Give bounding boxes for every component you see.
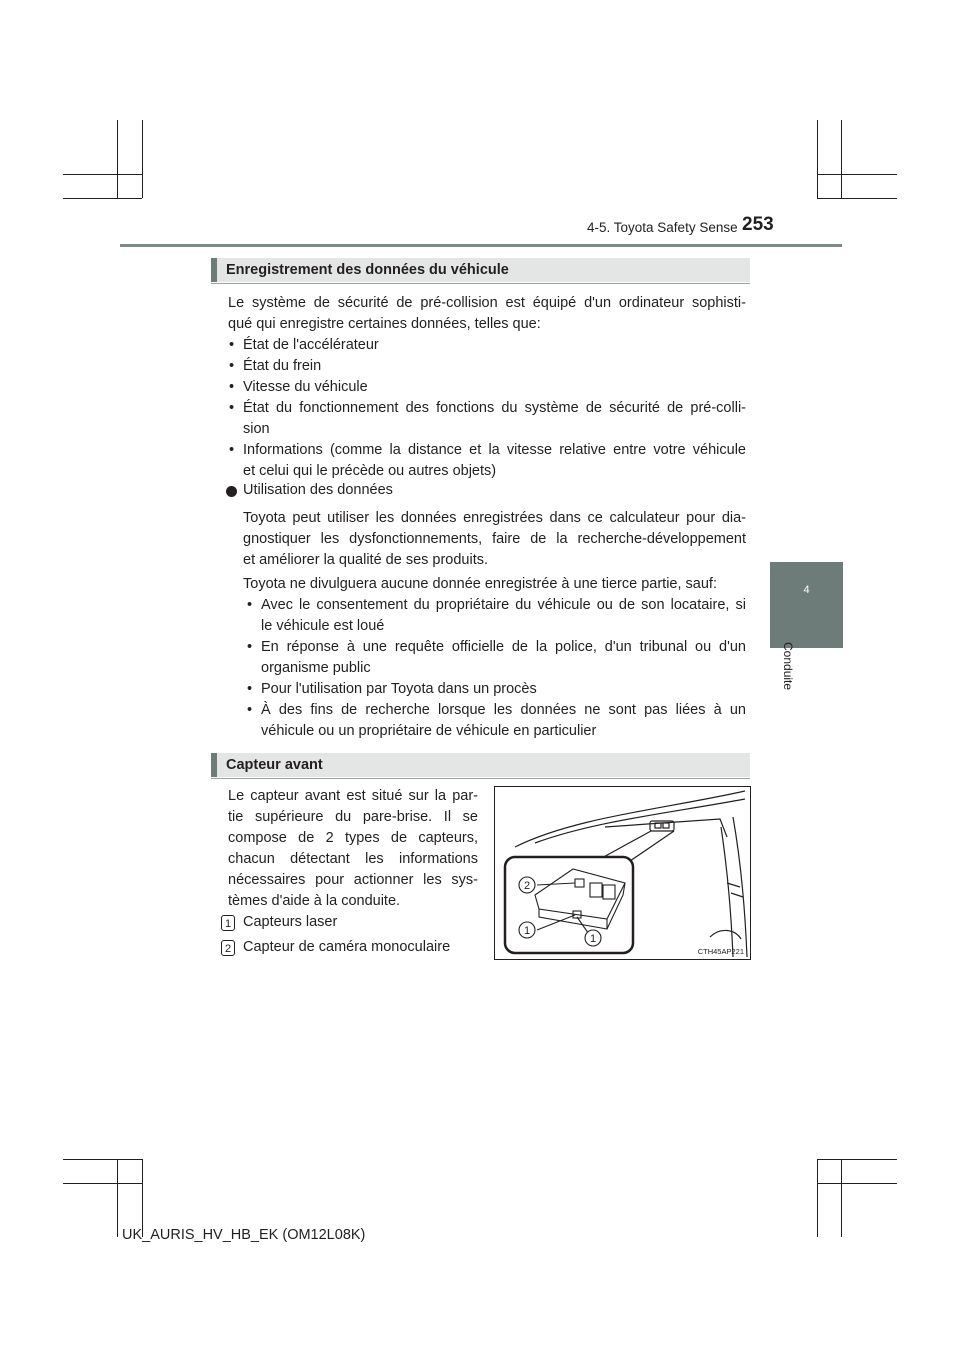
crop-mark [817, 120, 818, 198]
crop-mark [142, 1159, 143, 1237]
crop-mark [817, 198, 897, 199]
chapter-label: Conduite [781, 642, 795, 691]
usage-paragraph-line: et améliorer la qualité de ses produits. [243, 552, 489, 568]
list-item-continuation: et celui qui le précède ou autres objets) [243, 463, 497, 479]
header-rule [120, 244, 842, 247]
list-item: • État de l'accélérateur [229, 337, 379, 353]
sensor-text-line: chacun détectant les informations [228, 851, 478, 867]
exception-item-continuation: organisme public [261, 660, 371, 676]
document-id: UK_AURIS_HV_HB_EK (OM12L08K) [122, 1227, 366, 1243]
intro-line: Le système de sécurité de pré-collision est équipé d'un ordinateur sophisti- [228, 295, 746, 311]
list-item: • Informations (comme la distance et la vitesse relative entre votre véhicule [229, 442, 746, 458]
exception-item: • À des fins de recherche lorsque les données ne sont pas liées à un [247, 702, 746, 718]
sensor-text-line: nécessaires pour actionner les sys- [228, 872, 478, 888]
crop-mark [841, 120, 842, 198]
exception-item-continuation: le véhicule est loué [261, 618, 385, 634]
running-header-section: 4-5. Toyota Safety Sense [587, 220, 738, 235]
sensor-text-line: tèmes d'aide à la conduite. [228, 893, 401, 909]
section-heading-data-recording: Enregistrement des données du véhicule [211, 258, 750, 282]
crop-mark [63, 198, 142, 199]
legend-label: Capteur de caméra monoculaire [243, 939, 451, 955]
crop-mark [817, 1159, 818, 1237]
exception-item: • Avec le consentement du propriétaire du véhicule ou de son locataire, si [247, 597, 746, 613]
intro-line: qué qui enregistre certaines données, telles que: [228, 316, 541, 332]
list-item: • Vitesse du véhicule [229, 379, 368, 395]
crop-mark [817, 1159, 897, 1160]
figure-callout-1: 1 [523, 925, 531, 937]
figure-callout-2: 2 [523, 880, 531, 892]
crop-mark [117, 1159, 118, 1237]
chapter-number: 4 [803, 584, 810, 596]
section-heading-front-sensor: Capteur avant [211, 753, 750, 777]
crop-mark [817, 1183, 897, 1184]
list-item: • État du frein [229, 358, 322, 374]
figure-code: CTH45AP221 [697, 947, 744, 956]
crop-mark [117, 120, 118, 198]
front-sensor-illustration [494, 786, 751, 960]
crop-mark [63, 174, 142, 175]
crop-mark [817, 174, 897, 175]
usage-title: Utilisation des données [243, 482, 393, 498]
crop-mark [63, 1183, 142, 1184]
chapter-tab [770, 562, 843, 648]
usage-paragraph-line: gnostiquer les dysfonctionnements, faire de la recherche-développement [243, 531, 746, 547]
exception-item-continuation: véhicule ou un propriétaire de véhicule en particulier [261, 723, 597, 739]
crop-mark [841, 1159, 842, 1237]
legend-label: Capteurs laser [243, 914, 338, 930]
crop-mark [63, 1159, 142, 1160]
bullet-disc-icon [226, 486, 237, 497]
sensor-text-line: tie supérieure du pare-brise. Il se [228, 809, 478, 825]
exception-item: • En réponse à une requête officielle de la police, d'un tribunal ou d'un [247, 639, 746, 655]
sensor-text-line: compose de 2 types de capteurs, [228, 830, 478, 846]
exception-item: • Pour l'utilisation par Toyota dans un procès [247, 681, 537, 697]
legend-number-badge: 2 [221, 940, 235, 956]
usage-paragraph-line: Toyota peut utiliser les données enregistrées dans ce calculateur pour dia- [243, 510, 746, 526]
windshield-sensor-drawing [495, 787, 750, 959]
page-number: 253 [742, 214, 774, 235]
list-item: • État du fonctionnement des fonctions du système de sécurité de pré-colli- [229, 400, 746, 416]
usage-paragraph-line: Toyota ne divulguera aucune donnée enregistrée à une tierce partie, sauf: [243, 576, 717, 592]
list-item-continuation: sion [243, 421, 270, 437]
sensor-text-line: Le capteur avant est situé sur la par- [228, 788, 478, 804]
crop-mark [142, 120, 143, 198]
legend-number-badge: 1 [221, 915, 235, 931]
figure-callout-1: 1 [589, 933, 597, 945]
